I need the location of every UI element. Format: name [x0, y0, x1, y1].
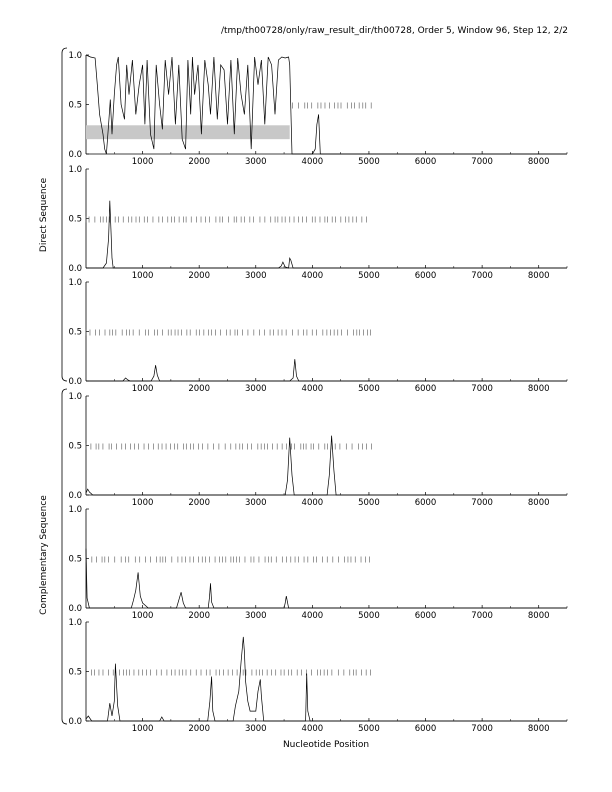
marker-ticks: [92, 669, 371, 675]
x-tick-label: 7000: [471, 724, 493, 734]
x-tick-label: 6000: [414, 724, 437, 734]
y-tick-label: 0.5: [68, 100, 82, 111]
y-tick-label: 1.0: [68, 505, 82, 515]
group-label-complementary: Complementary Sequence: [39, 495, 49, 615]
panel-6: [68, 618, 567, 734]
x-tick-label: 1000: [131, 157, 154, 167]
y-tick-label: 0.5: [68, 214, 82, 225]
y-tick-label: 0.5: [68, 327, 82, 338]
x-tick-label: 2000: [188, 498, 210, 508]
x-tick-label: 5000: [358, 384, 380, 394]
y-tick-label: 0.0: [68, 604, 82, 614]
x-tick-label: 3000: [244, 271, 267, 281]
x-tick-label: 2000: [188, 384, 210, 394]
figure-title: /tmp/th00728/only/raw_result_dir/th00728, Order 5, Window 96, Step 12, 2/2: [220, 26, 568, 36]
x-tick-label: 4000: [301, 157, 324, 167]
y-tick-label: 1.0: [68, 618, 82, 628]
x-tick-label: 4000: [301, 724, 324, 734]
y-tick-label: 1.0: [68, 392, 82, 402]
x-tick-label: 5000: [358, 498, 380, 508]
y-tick-label: 0.0: [68, 717, 82, 727]
x-tick-label: 7000: [471, 384, 493, 394]
x-tick-label: 6000: [414, 384, 437, 394]
y-tick-label: 0.0: [68, 264, 82, 274]
group-label-direct: Direct Sequence: [39, 177, 49, 253]
x-tick-label: 5000: [358, 611, 380, 621]
series-line-0: [86, 359, 567, 381]
x-axis-title: Nucleotide Position: [282, 740, 370, 750]
x-tick-label: 1000: [131, 498, 154, 508]
x-tick-label: 1000: [131, 384, 154, 394]
x-tick-label: 2000: [188, 724, 210, 734]
series-line-0: [86, 637, 567, 721]
x-tick-label: 2000: [188, 157, 210, 167]
y-tick-label: 1.0: [68, 278, 82, 288]
y-tick-label: 0.0: [68, 377, 82, 387]
x-tick-label: 6000: [414, 498, 437, 508]
x-tick-label: 8000: [527, 611, 550, 621]
x-tick-label: 5000: [358, 724, 380, 734]
y-tick-label: 1.0: [68, 51, 82, 61]
x-tick-label: 6000: [414, 611, 437, 621]
x-tick-label: 7000: [471, 157, 493, 167]
x-tick-label: 7000: [471, 611, 493, 621]
x-tick-label: 8000: [527, 724, 550, 734]
x-tick-label: 3000: [244, 498, 267, 508]
y-tick-label: 0.5: [68, 667, 82, 678]
x-tick-label: 4000: [301, 271, 324, 281]
x-tick-label: 4000: [301, 384, 324, 394]
x-tick-label: 2000: [188, 611, 210, 621]
marker-ticks: [86, 556, 370, 562]
x-tick-label: 8000: [527, 271, 550, 281]
brace-complementary: [62, 389, 67, 724]
x-tick-label: 5000: [358, 271, 380, 281]
marker-ticks: [86, 216, 367, 222]
series-line-0: [86, 201, 567, 268]
x-tick-label: 6000: [414, 157, 437, 167]
x-tick-label: 3000: [244, 724, 267, 734]
x-tick-label: 8000: [527, 384, 550, 394]
series-line-0: [86, 549, 567, 608]
x-tick-label: 3000: [244, 611, 267, 621]
y-tick-label: 0.0: [68, 491, 82, 501]
panel-5: [68, 505, 567, 621]
x-tick-label: 3000: [244, 384, 267, 394]
brace-direct: [62, 48, 67, 381]
marker-ticks: [86, 443, 371, 449]
y-tick-label: 0.5: [68, 554, 82, 565]
marker-ticks: [293, 102, 372, 108]
panel-1: [68, 51, 567, 167]
x-tick-label: 7000: [471, 498, 493, 508]
x-tick-label: 8000: [527, 157, 550, 167]
x-tick-label: 4000: [301, 498, 324, 508]
x-tick-label: 1000: [131, 271, 154, 281]
x-tick-label: 4000: [301, 611, 324, 621]
x-tick-label: 2000: [188, 271, 210, 281]
x-tick-label: 3000: [244, 157, 267, 167]
x-tick-label: 7000: [471, 271, 493, 281]
panel-2: [68, 165, 567, 281]
panel-4: [68, 392, 567, 508]
x-tick-label: 8000: [527, 498, 550, 508]
marker-ticks: [86, 329, 371, 335]
shaded-band: [86, 125, 290, 139]
x-tick-label: 1000: [131, 724, 154, 734]
x-tick-label: 5000: [358, 157, 380, 167]
panel-3: [68, 278, 567, 394]
x-tick-label: 1000: [131, 611, 154, 621]
y-tick-label: 1.0: [68, 165, 82, 175]
y-tick-label: 0.0: [68, 150, 82, 160]
y-tick-label: 0.5: [68, 441, 82, 452]
x-tick-label: 6000: [414, 271, 437, 281]
